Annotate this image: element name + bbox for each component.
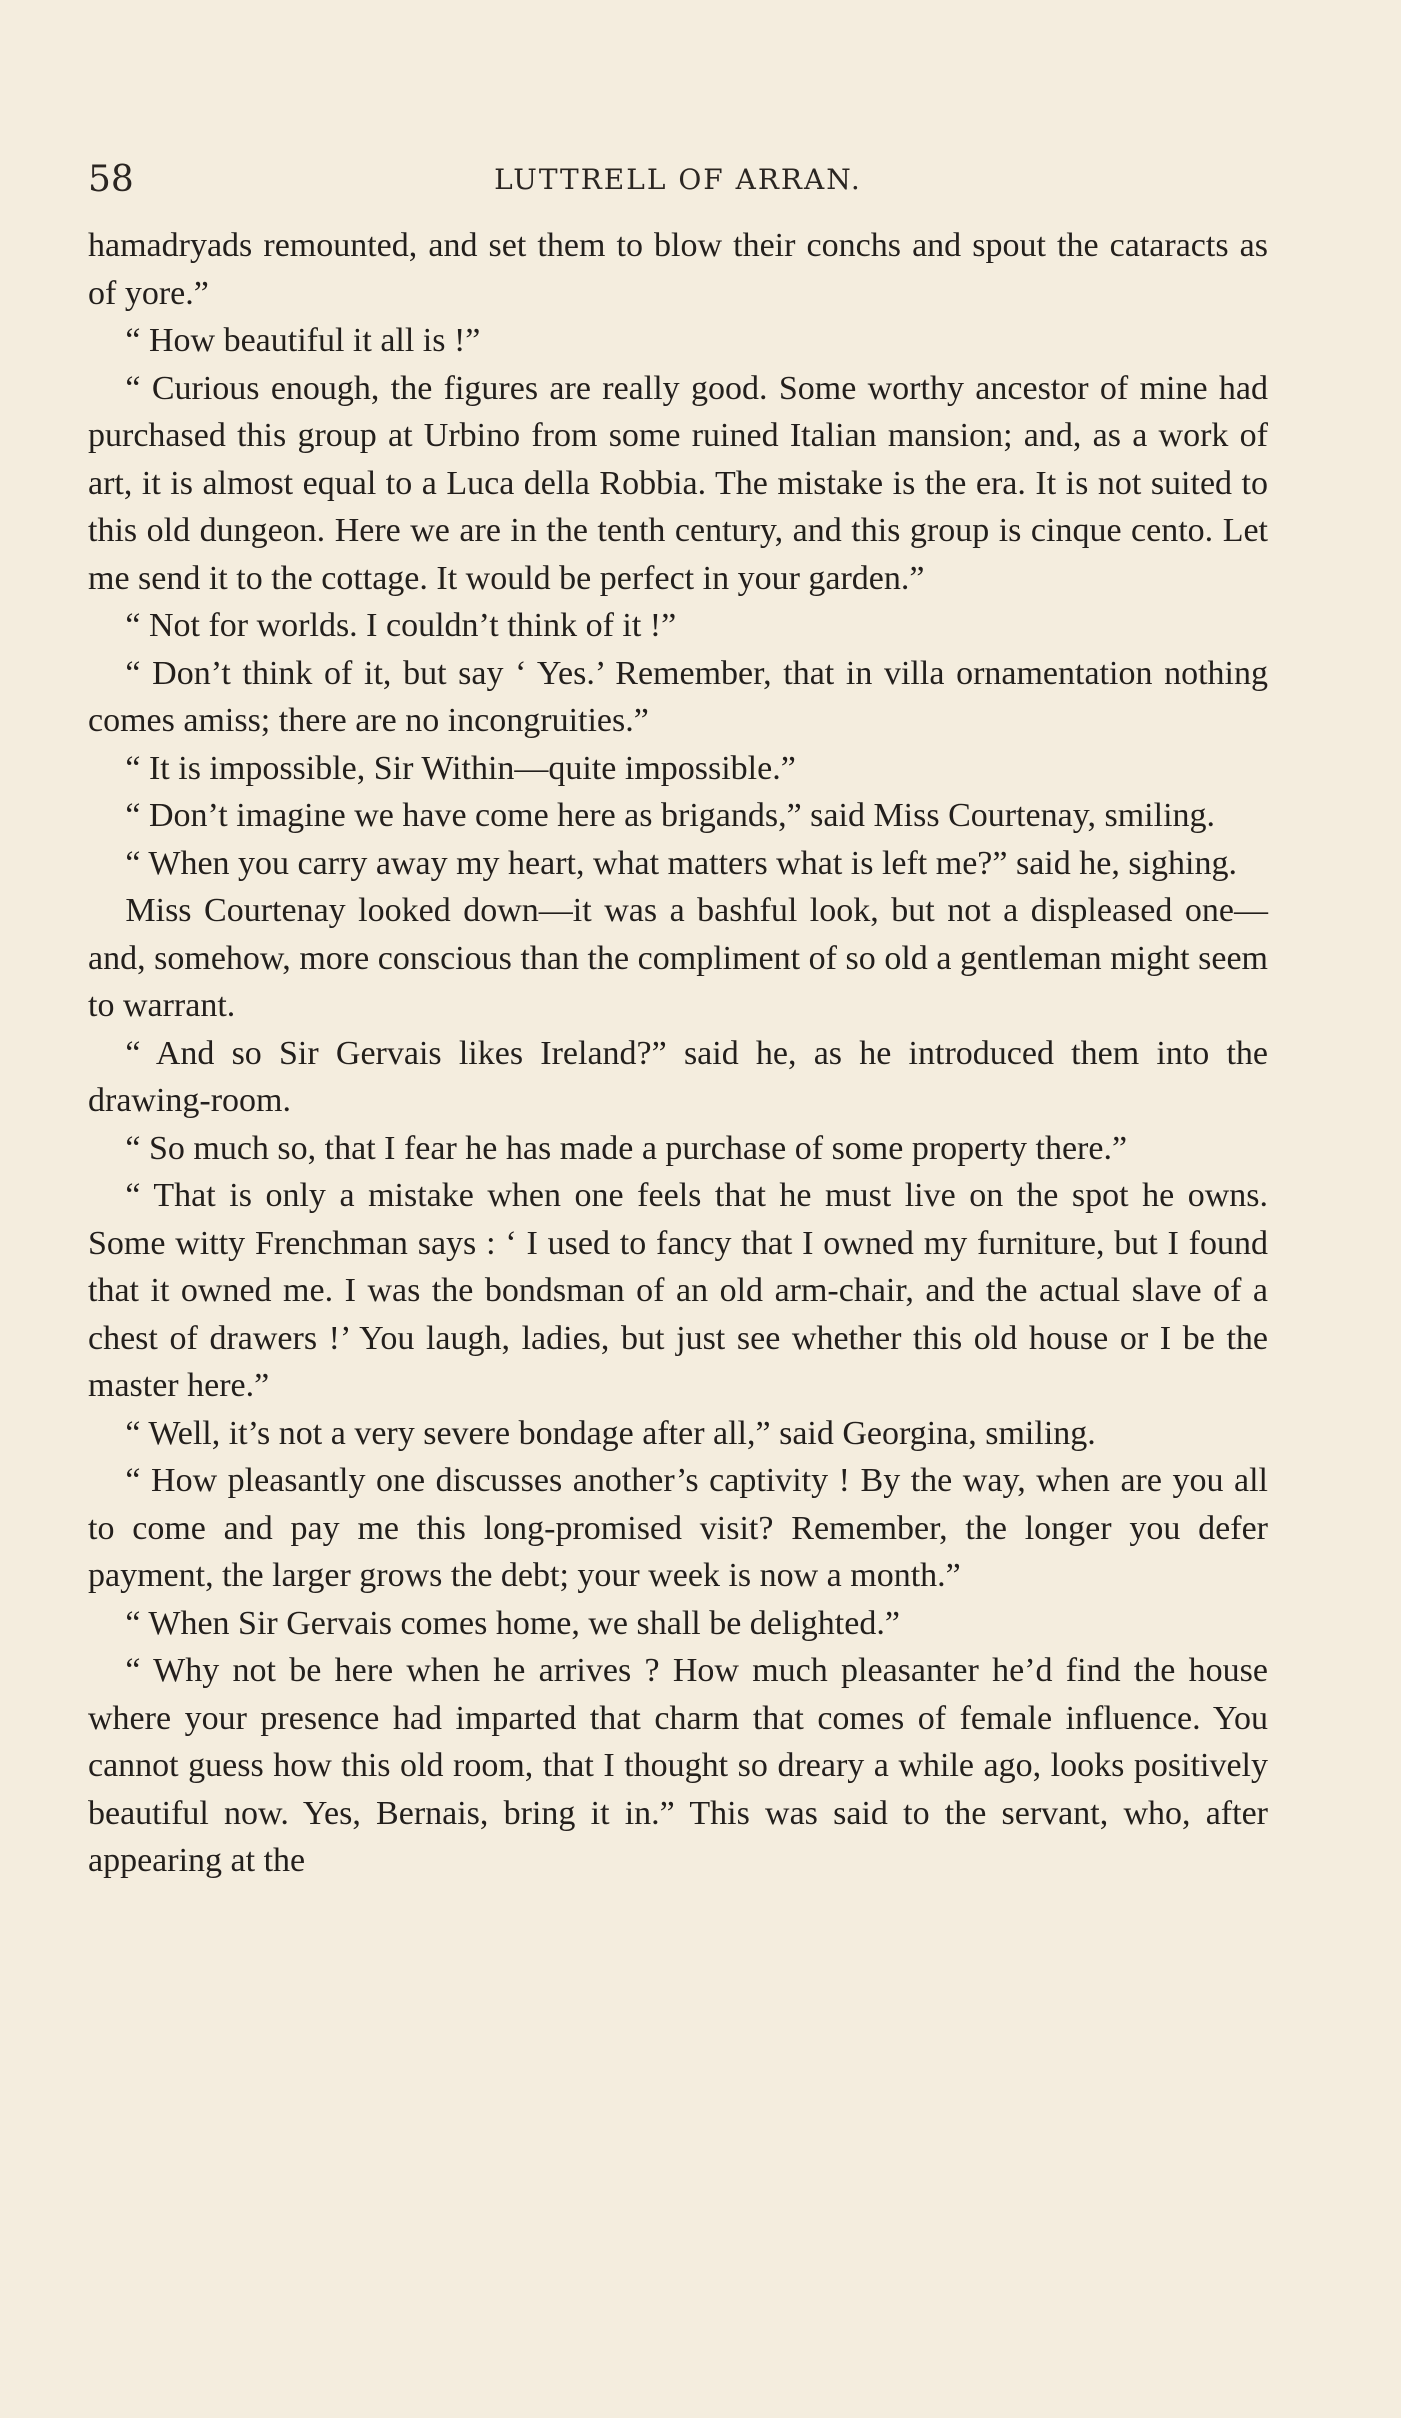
paragraph: “ That is only a mistake when one feels that he must live on the spot he owns. Some witty Frenchman says : ‘ I used to fancy that I owned my furniture, but I found that it owned me. I was the bondsman of an old arm-chair, and the actual slave of a chest of drawers !’ You laugh, ladies, but just see whether this old house or I be the master here.” (88, 1177, 1268, 1404)
paragraph: “ Why not be here when he arrives ? How much pleasanter he’d find the house where your presence had imparted that charm that comes of female influence. You cannot guess how this old room, that I thought so dreary a while ago, looks positively beautiful now. Yes, Bernais, bring it in.” This was said to the servant, who, after appearing at the (88, 1652, 1268, 1879)
running-title: LUTTRELL OF ARRAN. (494, 163, 862, 196)
paragraph: “ So much so, that I fear he has made a purchase of some property there.” (125, 1129, 1128, 1167)
paragraph: “ Don’t think of it, but say ‘ Yes.’ Remember, that in villa ornamentation nothing comes amiss; there are no incongruities.” (88, 654, 1268, 739)
paragraph: “ Not for worlds. I couldn’t think of it !” (125, 607, 677, 644)
paragraph: “ Curious enough, the figures are really good. Some worthy ancestor of mine had purchased this group at Urbino from some ruined Italian mansion; and, as a work of art, it is almost equal to a Luca della Robbia. The mistake is the era. It is not suited to this old dungeon. Here we are in the tenth century, and this group is cinque cento. Let me send it to the cottage. It would be perfect in your garden.” (88, 369, 1268, 597)
page-number: 58 (88, 159, 134, 200)
paragraph: “ How beautiful it all is !” (125, 322, 481, 359)
paragraph: “ And so Sir Gervais likes Ireland?” said he, as he introduced them into the drawing-room. (88, 1034, 1268, 1119)
paragraph: “ When Sir Gervais comes home, we shall be delighted.” (125, 1604, 900, 1642)
paragraph: “ It is impossible, Sir Within—quite impossible.” (125, 749, 796, 787)
running-head (88, 150, 1268, 210)
paragraph: hamadryads remounted, and set them to blow their conchs and spout the cataracts as of yore.” (88, 227, 1268, 312)
body-text (88, 222, 1268, 1885)
paragraph: “ When you carry away my heart, what matters what is left me?” said he, sighing. (125, 844, 1237, 882)
paragraph: “ Don’t imagine we have come here as brigands,” said Miss Courtenay, smiling. (125, 797, 1216, 834)
paragraph: Miss Courtenay looked down—it was a bashful look, but not a displeased one—and, somehow, more conscious than the compliment of so old a gentleman might seem to warrant. (88, 892, 1268, 1024)
paragraph: “ Well, it’s not a very severe bondage after all,” said Georgina, smiling. (125, 1414, 1096, 1452)
paragraph: “ How pleasantly one discusses another’s captivity ! By the way, when are you all to come and pay me this long-promised visit? Remember, the longer you defer payment, the larger grows the debt; your week is now a month.” (88, 1462, 1268, 1594)
